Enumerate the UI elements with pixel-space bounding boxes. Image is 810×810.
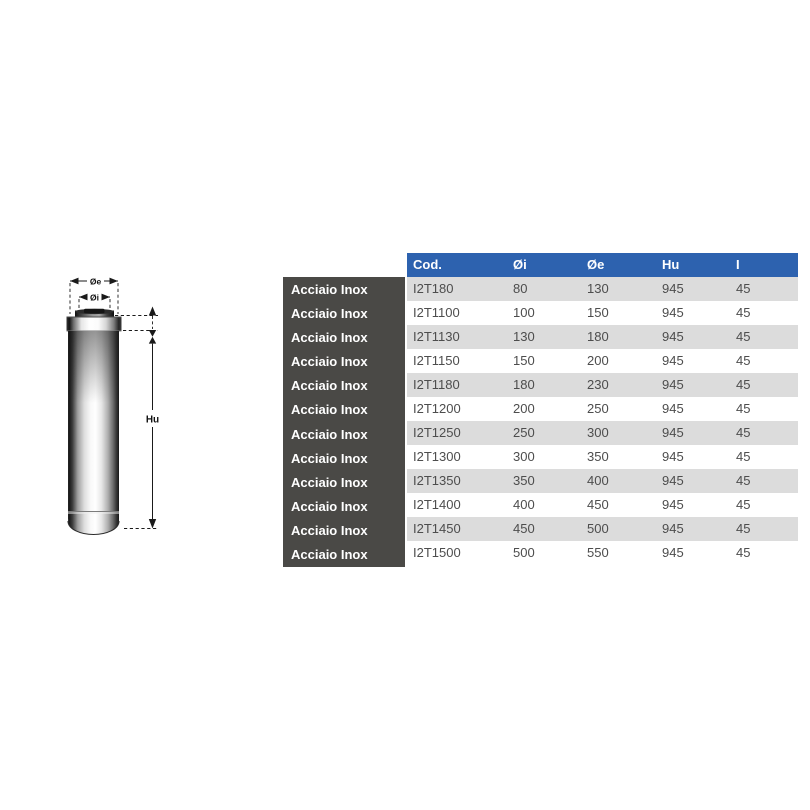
material-cell: Acciaio Inox bbox=[291, 305, 368, 321]
table-row bbox=[407, 397, 798, 421]
cell-oi: 200 bbox=[513, 401, 535, 416]
material-cell: Acciaio Inox bbox=[291, 523, 368, 539]
cell-oe: 130 bbox=[587, 281, 609, 296]
cell-hu: 945 bbox=[662, 473, 684, 488]
cell-hu: 945 bbox=[662, 305, 684, 320]
material-cell: Acciaio Inox bbox=[291, 474, 368, 490]
cell-cod: I2T1500 bbox=[413, 545, 461, 560]
column-header-hu: Hu bbox=[656, 253, 730, 277]
cell-i: 45 bbox=[736, 305, 751, 320]
cell-cod: I2T1150 bbox=[413, 353, 460, 368]
material-cell: Acciaio Inox bbox=[291, 281, 368, 297]
dim-label-oi: Øi bbox=[90, 292, 99, 303]
cell-i: 45 bbox=[736, 473, 751, 488]
cell-cod: I2T1250 bbox=[413, 425, 461, 440]
material-cell: Acciaio Inox bbox=[291, 450, 368, 466]
cell-hu: 945 bbox=[662, 425, 684, 440]
table-row bbox=[407, 421, 798, 445]
table-row bbox=[407, 493, 798, 517]
material-cell: Acciaio Inox bbox=[291, 354, 368, 370]
cell-oe: 500 bbox=[587, 521, 609, 536]
pipe-collar bbox=[67, 317, 122, 332]
table-row bbox=[407, 301, 798, 325]
cell-oe: 400 bbox=[587, 473, 609, 488]
material-column bbox=[283, 277, 405, 567]
cell-oi: 150 bbox=[513, 353, 535, 368]
column-header-i: I bbox=[730, 253, 798, 277]
table-row bbox=[407, 349, 798, 373]
table-body bbox=[407, 277, 798, 565]
cell-hu: 945 bbox=[662, 281, 684, 296]
cell-oi: 350 bbox=[513, 473, 535, 488]
cell-oe: 450 bbox=[587, 497, 609, 512]
material-cell: Acciaio Inox bbox=[291, 402, 368, 418]
cell-cod: I2T1450 bbox=[413, 521, 461, 536]
cell-i: 45 bbox=[736, 377, 751, 392]
cell-hu: 945 bbox=[662, 545, 684, 560]
cell-i: 45 bbox=[736, 401, 751, 416]
table-row bbox=[407, 541, 798, 565]
cell-oe: 180 bbox=[587, 329, 609, 344]
cell-cod: I2T1130 bbox=[413, 329, 460, 344]
cell-oi: 130 bbox=[513, 329, 535, 344]
cell-oi: 450 bbox=[513, 521, 535, 536]
cell-cod: I2T1200 bbox=[413, 401, 461, 416]
cell-i: 45 bbox=[736, 449, 751, 464]
cell-cod: I2T1100 bbox=[413, 305, 460, 320]
cell-oe: 250 bbox=[587, 401, 609, 416]
cell-i: 45 bbox=[736, 329, 751, 344]
material-cell: Acciaio Inox bbox=[291, 329, 368, 345]
cell-i: 45 bbox=[736, 281, 751, 296]
cell-i: 45 bbox=[736, 545, 751, 560]
table-row bbox=[407, 517, 798, 541]
cell-oi: 100 bbox=[513, 305, 535, 320]
cell-i: 45 bbox=[736, 497, 751, 512]
cell-oi: 80 bbox=[513, 281, 528, 296]
cell-cod: I2T1180 bbox=[413, 377, 460, 392]
cell-oe: 230 bbox=[587, 377, 609, 392]
table-row bbox=[407, 373, 798, 397]
pipe-body bbox=[68, 331, 119, 535]
material-cell: Acciaio Inox bbox=[291, 426, 368, 442]
cell-i: 45 bbox=[736, 353, 751, 368]
cell-i: 45 bbox=[736, 521, 751, 536]
cell-oi: 300 bbox=[513, 449, 535, 464]
table-row bbox=[407, 469, 798, 493]
material-cell: Acciaio Inox bbox=[291, 499, 368, 515]
cell-cod: I2T1300 bbox=[413, 449, 461, 464]
cell-oi: 400 bbox=[513, 497, 535, 512]
material-cell: Acciaio Inox bbox=[291, 547, 368, 563]
cell-oe: 350 bbox=[587, 449, 609, 464]
pipe-male-end bbox=[75, 309, 114, 318]
cell-hu: 945 bbox=[662, 353, 684, 368]
dim-label-oe: Øe bbox=[89, 276, 102, 287]
cell-hu: 945 bbox=[662, 497, 684, 512]
table-row bbox=[407, 445, 798, 469]
pipe-diagram bbox=[45, 265, 185, 550]
table-row bbox=[407, 325, 798, 349]
cell-cod: I2T1350 bbox=[413, 473, 461, 488]
cell-oe: 150 bbox=[587, 305, 609, 320]
table-row bbox=[407, 277, 798, 301]
cell-hu: 945 bbox=[662, 377, 684, 392]
cell-hu: 945 bbox=[662, 401, 684, 416]
column-header-oe: Øe bbox=[581, 253, 656, 277]
cell-oi: 180 bbox=[513, 377, 535, 392]
cell-cod: I2T180 bbox=[413, 281, 454, 296]
column-header-cod: Cod. bbox=[407, 253, 507, 277]
table-header-row bbox=[407, 253, 798, 277]
cell-hu: 945 bbox=[662, 329, 684, 344]
cell-oe: 200 bbox=[587, 353, 609, 368]
cell-oe: 300 bbox=[587, 425, 609, 440]
cell-oe: 550 bbox=[587, 545, 609, 560]
dim-label-hu: Hu bbox=[145, 414, 160, 426]
cell-cod: I2T1400 bbox=[413, 497, 461, 512]
cell-oi: 500 bbox=[513, 545, 535, 560]
cell-hu: 945 bbox=[662, 521, 684, 536]
cell-i: 45 bbox=[736, 425, 751, 440]
material-cell: Acciaio Inox bbox=[291, 378, 368, 394]
column-header-oi: Øi bbox=[507, 253, 581, 277]
cell-hu: 945 bbox=[662, 449, 684, 464]
cell-oi: 250 bbox=[513, 425, 535, 440]
